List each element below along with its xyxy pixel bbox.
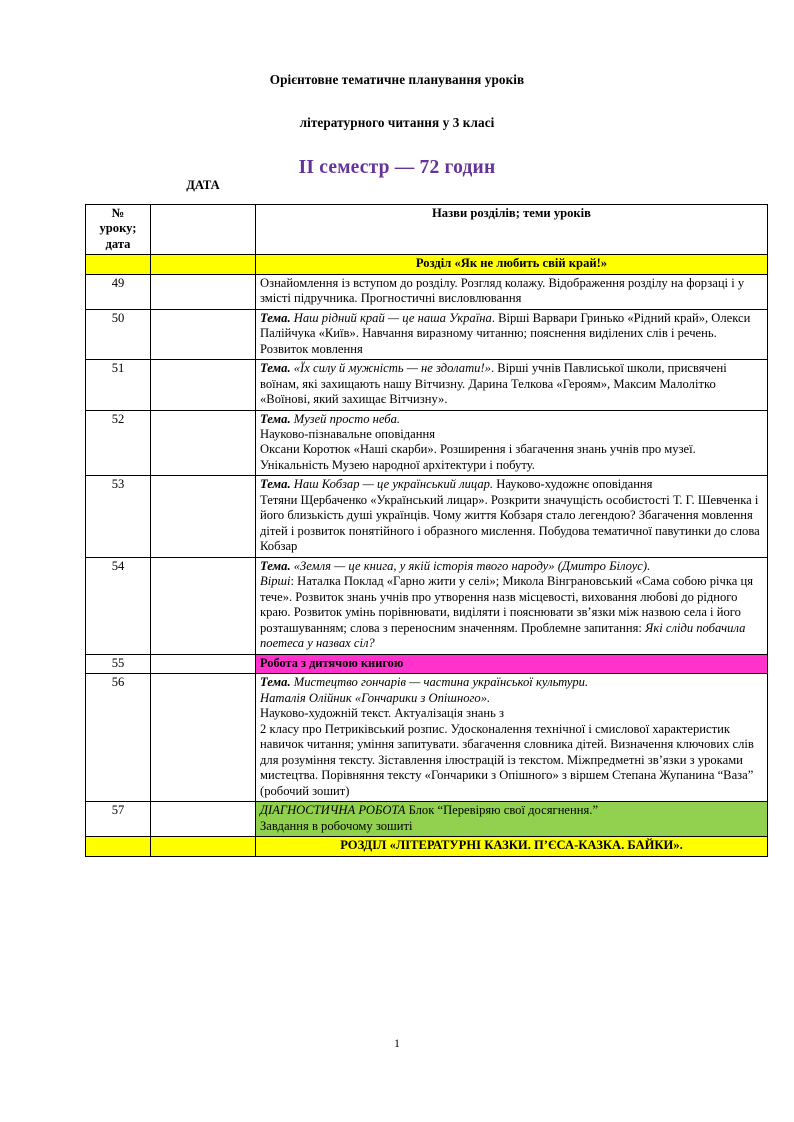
cell-topic-description bbox=[256, 654, 768, 673]
text-segment: Наш Кобзар — це український лицар. bbox=[293, 477, 494, 492]
lesson-planning-table bbox=[85, 177, 768, 857]
banner-cell-date bbox=[151, 837, 256, 856]
text-segment: «Земля — це книга, у якій історія твого народу» (Дмитро Білоус). bbox=[293, 558, 651, 573]
table-row bbox=[86, 476, 768, 557]
cell-lesson-number: 49 bbox=[86, 274, 151, 309]
text-segment: «Їх силу й мужність — не здолати!» bbox=[293, 361, 491, 376]
text-segment: Тема. bbox=[260, 675, 294, 690]
table-row bbox=[86, 654, 768, 673]
cell-date[interactable] bbox=[151, 674, 256, 802]
cell-date[interactable] bbox=[151, 309, 256, 359]
text-segment: Науково-художнє оповідання bbox=[493, 477, 653, 492]
page-title-line-2: літературного читання у 3 класі bbox=[299, 114, 495, 130]
cell-lesson-number: 53 bbox=[86, 476, 151, 557]
cell-lesson-number: 50 bbox=[86, 309, 151, 359]
document-header bbox=[0, 0, 794, 179]
text-segment: Тема. bbox=[260, 558, 294, 573]
cell-topic-description bbox=[256, 674, 768, 802]
table-row bbox=[86, 410, 768, 476]
banner-cell-num bbox=[86, 837, 151, 856]
text-segment: . Вірші Варвари Гринько «Рідний край», Олекси Палійчука «Київ». Навчання виразному читанню; пояснення виділених слів і речень. Розвиток мовлення bbox=[260, 310, 751, 356]
text-segment: . Вірші учнів Павлиської школи, присвячені воїнам, які захищають нашу Вітчизну. Дарина Телкова «Героям», Максим Малолітко «Воїнові, який захищає Вітчизну». bbox=[260, 361, 727, 407]
page-number: 1 bbox=[394, 1038, 400, 1050]
text-segment: Тема. bbox=[260, 361, 294, 376]
text-segment: Тема. bbox=[260, 477, 294, 492]
cell-topic-description bbox=[256, 476, 768, 557]
section-banner-row bbox=[86, 255, 768, 274]
text-segment: ДІАГНОСТИЧНА РОБОТА bbox=[260, 803, 406, 818]
cell-lesson-number: 57 bbox=[86, 802, 151, 837]
page-title-line-1: Орієнтовне тематичне планування уроків bbox=[269, 72, 525, 87]
column-header-date bbox=[151, 177, 256, 254]
text-segment: Наш рідний край — це наша Україна bbox=[293, 310, 492, 325]
text-segment: Робота з дитячою книгою bbox=[260, 655, 404, 670]
banner-title: РОЗДІЛ «ЛІТЕРАТУРНІ КАЗКИ. П’ЄСА-КАЗКА. БАЙКИ». bbox=[256, 837, 768, 856]
cell-topic-description bbox=[256, 274, 768, 309]
cell-topic-description bbox=[256, 360, 768, 410]
text-segment: Вірші bbox=[260, 574, 291, 589]
table-row bbox=[86, 274, 768, 309]
cell-lesson-number: 54 bbox=[86, 557, 151, 654]
text-segment: Науково-пізнавальне оповідання bbox=[260, 426, 436, 441]
cell-topic-description bbox=[256, 802, 768, 837]
column-header-topics: Назви розділів; теми уроків bbox=[256, 204, 768, 254]
table-row bbox=[86, 557, 768, 654]
table-row bbox=[86, 360, 768, 410]
column-header-num-line2: уроку; bbox=[99, 221, 137, 236]
text-segment: : Наталка Поклад «Гарно жити у селі»; Микола Вінграновський «Сама собою річка ця тече». Розвиток знань учнів про утворення назв місцевості, виховання любові до рідного краю. Розвиток умінь порівнювати, виділяти і пояснювати зв’язки між назвою села і його розташуванням; слова з переносним значенням. Проблемне запитання: bbox=[260, 574, 754, 635]
table-row bbox=[86, 802, 768, 837]
cell-date[interactable] bbox=[151, 274, 256, 309]
table-row bbox=[86, 674, 768, 802]
cell-lesson-number: 52 bbox=[86, 410, 151, 476]
text-segment: Тема. bbox=[260, 310, 294, 325]
cell-date[interactable] bbox=[151, 476, 256, 557]
banner-cell-num bbox=[86, 255, 151, 274]
text-segment: Тема. bbox=[260, 411, 294, 426]
cell-date[interactable] bbox=[151, 802, 256, 837]
text-segment: Наталія Олійник «Гончарики з Опішного». bbox=[260, 690, 491, 705]
cell-date[interactable] bbox=[151, 654, 256, 673]
planning-table-wrapper bbox=[0, 177, 794, 857]
column-header-num-line1: № bbox=[111, 205, 125, 220]
cell-topic-description bbox=[256, 410, 768, 476]
text-segment: Які сліди побачила поетеса у назвах сіл? bbox=[260, 620, 746, 651]
column-header-lesson-number bbox=[86, 204, 151, 254]
column-header-date-label: ДАТА bbox=[186, 177, 220, 192]
banner-cell-date bbox=[151, 255, 256, 274]
text-segment: Оксани Коротюк «Наші скарби». Розширення і збагачення знань учнів про музеї. Унікальність Музею народної архітектури і побуту. bbox=[260, 442, 696, 472]
section-banner-row bbox=[86, 837, 768, 856]
table-body bbox=[86, 255, 768, 856]
cell-topic-description bbox=[256, 309, 768, 359]
text-segment: Музей просто неба. bbox=[293, 411, 401, 426]
text-segment: 2 класу про Петриківський розпис. Удосконалення технічної і смислової характеристик навичок читання; уміння запитувати. збагачення словника дітей. Визначення ключових слів для розуміння тексту. Зіставлення ілюстрацій із текстом. Міжпредметні зв’язки з уроками мистецтва. Порівняння тексту «Гончарики з Опішного» з віршем Степана Жупанина “Ваза” (робочий зошит) bbox=[260, 721, 754, 798]
text-segment: Завдання в робочому зошиті bbox=[260, 818, 413, 833]
cell-date[interactable] bbox=[151, 557, 256, 654]
cell-lesson-number: 56 bbox=[86, 674, 151, 802]
text-segment: Тетяни Щербаченко «Український лицар». Розкрити значущість особистості Т. Г. Шевченка і його близькість душі українців. Чому життя Кобзаря стало легендою? Збагачення мовлення дітей і розвиток понятійного і образного мислення. Побудова тематичної павутинки до слова Кобзар bbox=[260, 492, 760, 554]
banner-title: Розділ «Як не любить свій край!» bbox=[256, 255, 768, 274]
text-segment: Ознайомлення із вступом до розділу. Розгляд колажу. Відображення розділу на форзаці і у змісті підручника. Прогностичні висловлювання bbox=[260, 275, 745, 306]
column-header-num-line3: дата bbox=[105, 236, 131, 251]
text-segment: Блок “Перевіряю свої досягнення.” bbox=[405, 803, 599, 818]
table-row bbox=[86, 309, 768, 359]
cell-lesson-number: 55 bbox=[86, 654, 151, 673]
cell-date[interactable] bbox=[151, 360, 256, 410]
text-segment: Науково-художній текст. Актуалізація знань з bbox=[260, 706, 505, 721]
table-head bbox=[86, 177, 768, 254]
cell-lesson-number: 51 bbox=[86, 360, 151, 410]
cell-topic-description bbox=[256, 557, 768, 654]
text-segment: Мистецтво гончарів — частина української культури. bbox=[293, 675, 589, 690]
cell-date[interactable] bbox=[151, 410, 256, 476]
table-header-row bbox=[86, 204, 768, 254]
semester-heading: II семестр — 72 годин bbox=[298, 156, 496, 178]
